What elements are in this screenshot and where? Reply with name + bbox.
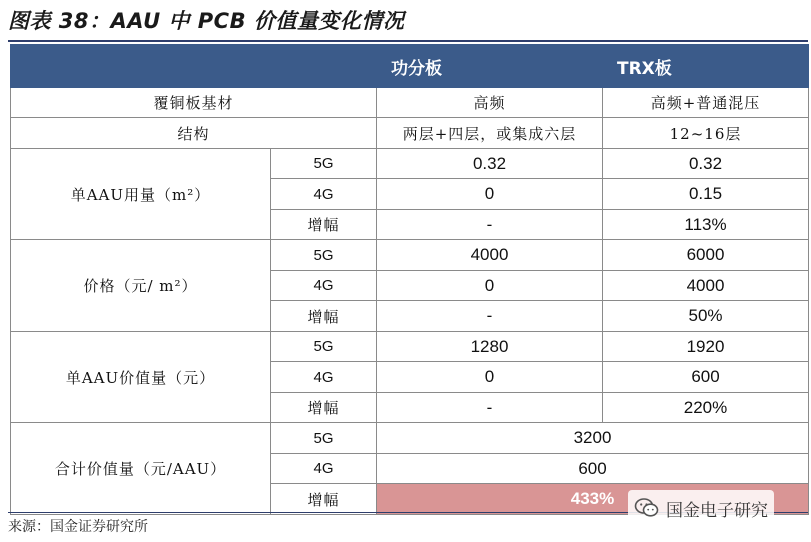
cell-value: 0 bbox=[377, 179, 603, 210]
cell-value: 113% bbox=[603, 210, 809, 240]
sub-label: 增幅 bbox=[271, 393, 377, 423]
cell-value: 0.15 bbox=[603, 179, 809, 210]
cell-value: 1920 bbox=[603, 332, 809, 362]
total-label: 合计价值量（元/AAU） bbox=[11, 423, 271, 515]
sub-label: 5G bbox=[271, 240, 377, 271]
header-blank bbox=[11, 45, 377, 88]
sub-label: 5G bbox=[271, 423, 377, 454]
cell-value: 0 bbox=[377, 362, 603, 393]
sub-label: 5G bbox=[271, 332, 377, 362]
cell-value: 0 bbox=[377, 271, 603, 301]
sub-label: 4G bbox=[271, 454, 377, 484]
total-value: 600 bbox=[377, 454, 809, 484]
cell-value: 50% bbox=[603, 301, 809, 332]
chart-title: 图表 38：AAU 中 PCB 价值量变化情况 bbox=[8, 9, 405, 33]
cell-value: 1280 bbox=[377, 332, 603, 362]
cell-value: 4000 bbox=[603, 271, 809, 301]
total-value: 3200 bbox=[377, 423, 809, 454]
cell-value: 两层+四层，或集成六层 bbox=[377, 118, 603, 149]
cell-value: 220% bbox=[603, 393, 809, 423]
total-growth-highlight: 433% bbox=[377, 484, 809, 515]
cell-value: - bbox=[377, 301, 603, 332]
cell-value: 高频+普通混压 bbox=[603, 88, 809, 118]
row-label: 覆铜板基材 bbox=[11, 88, 377, 118]
pcb-value-table bbox=[10, 44, 809, 515]
watermark-text: 国金电子研究 bbox=[666, 500, 768, 521]
sub-label: 4G bbox=[271, 362, 377, 393]
cell-value: - bbox=[377, 210, 603, 240]
source-note: 来源：国金证券研究所 bbox=[8, 519, 148, 535]
sub-label: 5G bbox=[271, 149, 377, 179]
group-label: 单AAU价值量（元） bbox=[11, 332, 271, 423]
cell-value: - bbox=[377, 393, 603, 423]
group-label: 单AAU用量（m²） bbox=[11, 149, 271, 240]
header-col1: 功分板 bbox=[377, 45, 603, 88]
sub-label: 4G bbox=[271, 271, 377, 301]
sub-label: 4G bbox=[271, 179, 377, 210]
header-col2: TRX板 bbox=[603, 45, 809, 88]
cell-value: 高频 bbox=[377, 88, 603, 118]
cell-value: 6000 bbox=[603, 240, 809, 271]
cell-value: 12~16层 bbox=[603, 118, 809, 149]
sub-label: 增幅 bbox=[271, 301, 377, 332]
cell-value: 0.32 bbox=[603, 149, 809, 179]
cell-value: 600 bbox=[603, 362, 809, 393]
title-divider bbox=[8, 40, 808, 42]
watermark bbox=[628, 490, 774, 526]
sub-label: 增幅 bbox=[271, 484, 377, 515]
cell-value: 4000 bbox=[377, 240, 603, 271]
sub-label: 增幅 bbox=[271, 210, 377, 240]
row-label: 结构 bbox=[11, 118, 377, 149]
wechat-icon bbox=[634, 495, 660, 521]
cell-value: 0.32 bbox=[377, 149, 603, 179]
group-label: 价格（元/ m²） bbox=[11, 240, 271, 332]
